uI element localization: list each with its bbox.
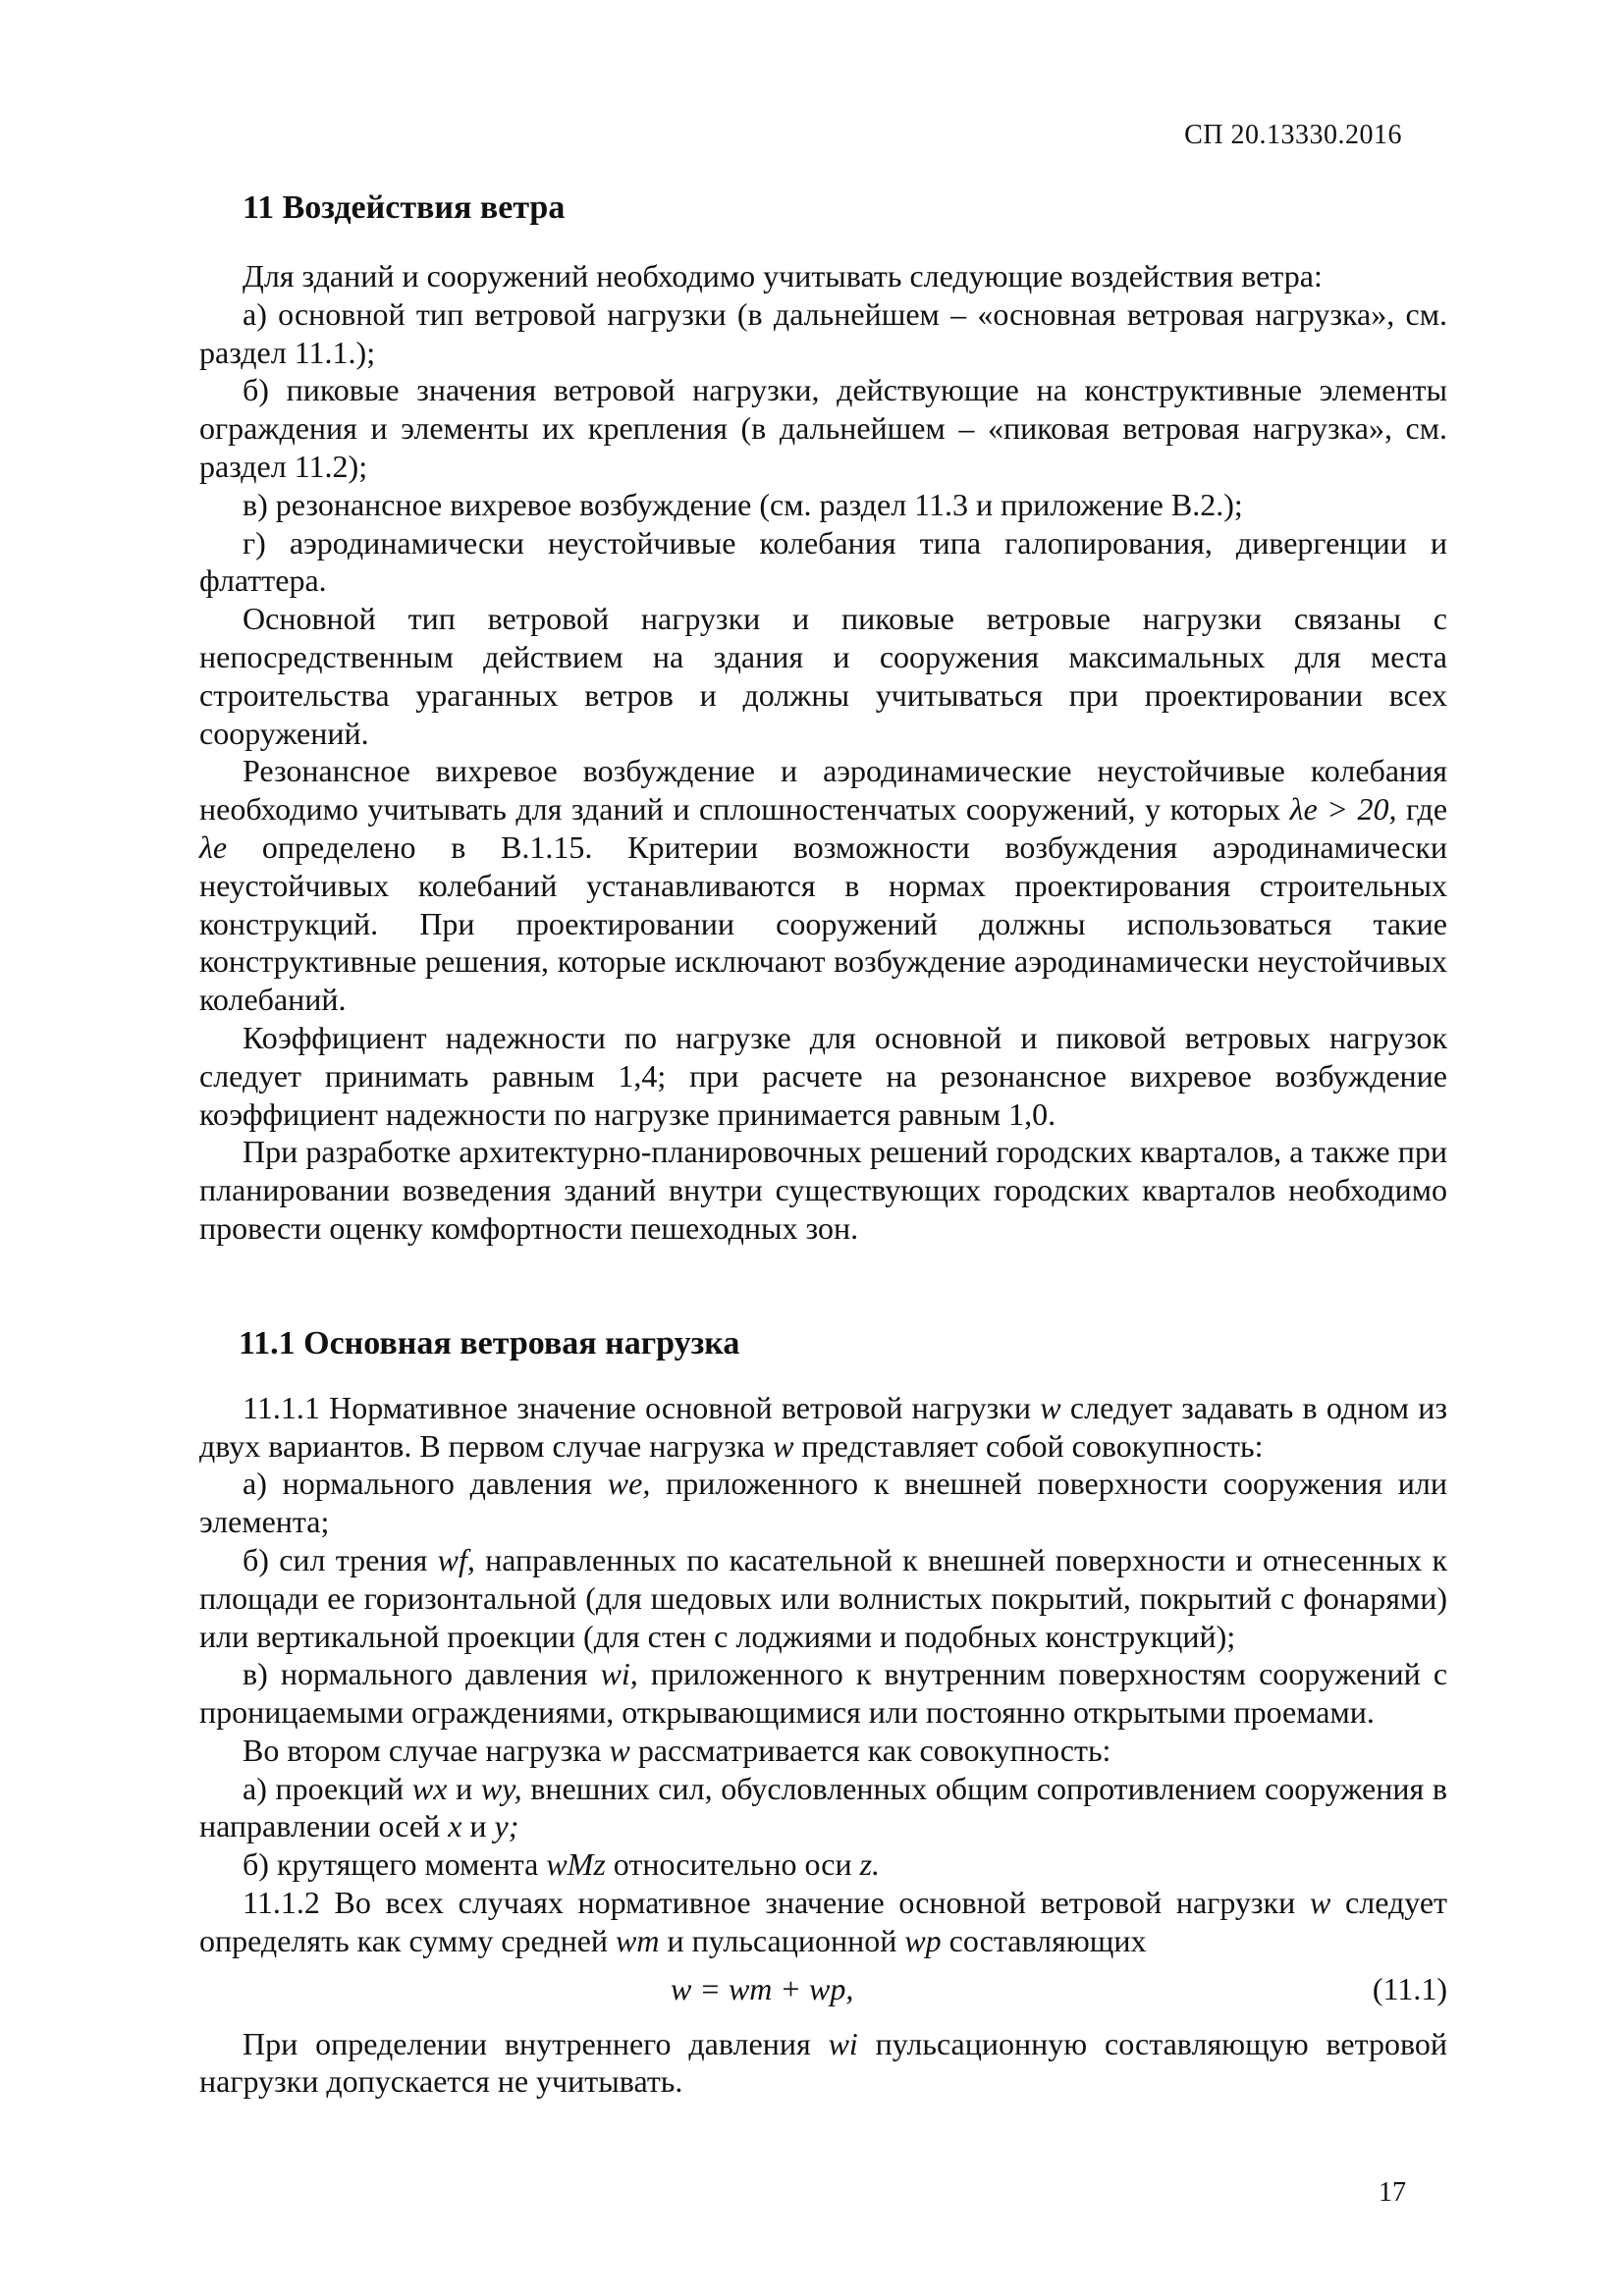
- lambda-symbol: λe: [199, 828, 228, 865]
- paragraph-reliability: Коэффициент надежности по нагрузке для основной и пиковой ветровых нагрузок следует принимать равным 1,4; при расчете на резонансное вихревое возбуждение коэффициент надежности по нагрузке принимается равным 1,0.: [199, 1019, 1447, 1132]
- formula-expression: w = wm + wp,: [671, 1970, 854, 2006]
- second-case-intro: Во втором случае нагрузка w рассматривается как совокупность:: [243, 1732, 1111, 1768]
- paragraph-internal-pressure-note: При определении внутреннего давления wi пульсационную составляющую ветровой нагрузки допускается не учитывать.: [199, 2025, 1448, 2100]
- list-item-normal-pressure: а) нормального давления we, приложенного к внешней поверхности сооружения или элемента;: [199, 1466, 1448, 1540]
- paragraph-pedestrian-comfort: При разработке архитектурно-планировочных решений городских кварталов, а также при планировании возведения зданий внутри существующих городских кварталов необходимо провести оценку комфортности пешеходных зон.: [199, 1134, 1447, 1246]
- list-item-friction: б) сил трения wf, направленных по касательной к внешней поверхности и отнесенных к площади ее горизонтальной (для шедовых или волнистых покрытий, покрытий с фонарями) или вертикальной проекции (для стен с лоджиями и подобных конструкций);: [199, 1541, 1448, 1654]
- paragraph-direct-action: Основной тип ветровой нагрузки и пиковые ветровые нагрузки связаны с непосредственным действием на здания и сооружения максимальных для места строительства ураганных ветров и должны учитываться при проектировании всех сооружений.: [199, 601, 1447, 751]
- page-number: 17: [1379, 2177, 1406, 2208]
- list-item-torque: б) крутящего момента wMz относительно оси z.: [243, 1846, 881, 1883]
- list-item-a: а) основной тип ветровой нагрузки (в дальнейшем – «основная ветровая нагрузка», см. раздел 11.1.);: [199, 295, 1447, 370]
- list-item-projections: а) проекций wx и wy, внешних сил, обусловленных общим сопротивлением сооружения в направлении осей x и y;: [199, 1770, 1448, 1844]
- formula-number: (11.1): [1372, 1970, 1447, 2006]
- list-item-g: г) аэродинамически неустойчивые колебания типа галопирования, дивергенции и флаттера.: [199, 524, 1447, 599]
- list-item-b: б) пиковые значения ветровой нагрузки, действующие на конструктивные элементы ограждения и элементы их крепления (в дальнейшем – «пиковая ветровая нагрузка», см. раздел 11.2);: [199, 372, 1447, 484]
- section-11-intro: Для зданий и сооружений необходимо учитывать следующие воздействия ветра:: [243, 258, 1323, 294]
- paragraph-resonance: Резонансное вихревое возбуждение и аэродинамические неустойчивые колебания необходимо учитывать для зданий и сплошностенчатых сооружений, у которых λe > 20, где λe определено в В.1.15. Критерии возможности возбуждения аэродинамически неустойчивых колебаний устанавливаются в нормах проектирования строительных конструкций. При проектировании сооружений должны использоваться такие конструктивные решения, которые исключают возбуждение аэродинамически неустойчивых колебаний.: [199, 753, 1448, 1018]
- section-11-1-title: 11.1 Основная ветровая нагрузка: [239, 1324, 740, 1362]
- clause-11-1-2: 11.1.2 Во всех случаях нормативное значение основной ветровой нагрузки w следует определять как сумму средней wm и пульсационной wp составляющих: [199, 1885, 1448, 1958]
- formula-11-1: [199, 1964, 1447, 2015]
- clause-11-1-1: 11.1.1 Нормативное значение основной ветровой нагрузки w следует задавать в одном из двух вариантов. В первом случае нагрузка w представляет собой совокупность:: [199, 1389, 1448, 1464]
- list-item-v: в) резонансное вихревое возбуждение (см. раздел 11.3 и приложение В.2.);: [243, 486, 1243, 522]
- list-item-internal-pressure: в) нормального давления wi, приложенного к внутренним поверхностям сооружений с проницаемыми ограждениями, открывающимися или постоянно открытыми проемами.: [199, 1656, 1448, 1731]
- section-11-title: 11 Воздействия ветра: [243, 189, 566, 226]
- page-content: [199, 187, 1447, 2101]
- lambda-symbol: λe > 20,: [1289, 791, 1397, 828]
- document-code: СП 20.13330.2016: [1184, 120, 1402, 150]
